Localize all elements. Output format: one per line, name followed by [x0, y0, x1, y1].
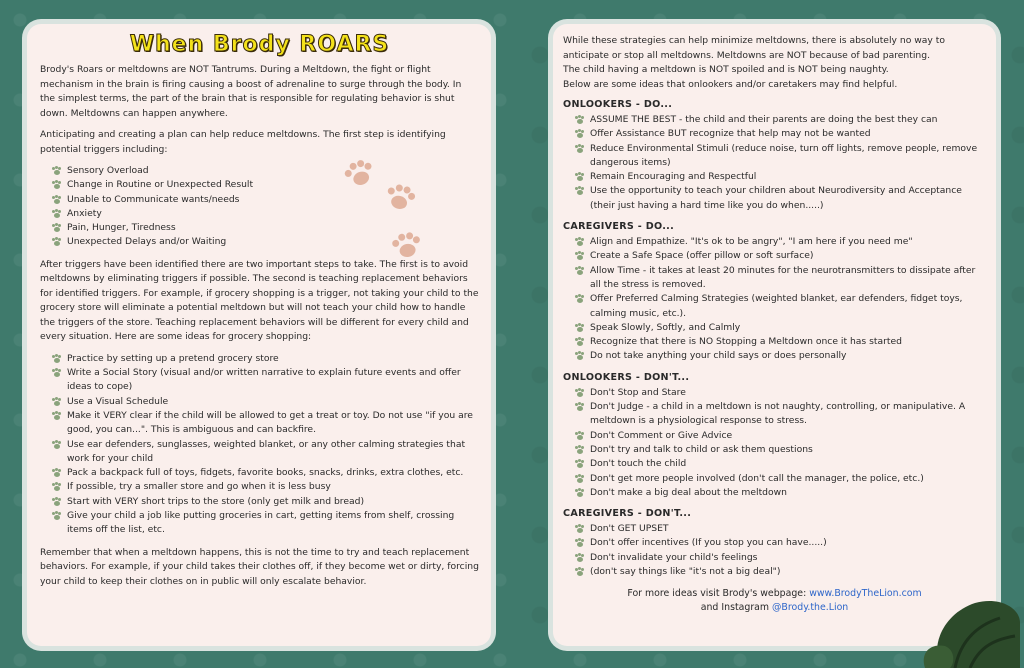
list-item-text: Use ear defenders, sunglasses, weighted blanket, or any other calming strategies that work for your child	[67, 438, 466, 464]
after-paragraph: After triggers have been identified there are two important steps to take. The first is to avoid meltdowns by eliminating triggers if possible. The second is teaching replacement behaviors for identified triggers. For example, if grocery shopping is a trigger, not taking your child to the grocery store will eliminate a potential meltdown but will not teach your child how to handle the triggers of the store. Teaching replacement behaviors will be different for every child and every situation. Here are some ideas for grocery shopping:	[40, 258, 479, 343]
section-heading-onlookers-do: ONLOOKERS - DO...	[563, 99, 673, 110]
list-item	[575, 170, 986, 184]
paw-bullet-icon	[575, 186, 585, 196]
list-item-text: Speak Slowly, Softly, and Calmly	[590, 321, 741, 333]
plan-paragraph: Anticipating and creating a plan can help reduce meltdowns. The first step is identifying potential triggers including:	[40, 129, 446, 155]
paw-bullet-icon	[575, 115, 585, 125]
list-item-text: Align and Empathize. "It's ok to be angry", "I am here if you need me"	[590, 236, 913, 248]
list-item	[575, 551, 986, 565]
list-item-text: Start with VERY short trips to the store (only get milk and bread)	[67, 495, 365, 507]
list-item-text: Offer Assistance BUT recognize that help may not be wanted	[590, 128, 871, 140]
paw-bullet-icon	[575, 251, 585, 261]
list-item-text: Change in Routine or Unexpected Result	[67, 179, 254, 191]
list-item-text: Remain Encouraging and Respectful	[590, 171, 757, 183]
right-page	[553, 24, 996, 646]
paw-bullet-icon	[575, 237, 585, 247]
paw-bullet-icon	[575, 294, 585, 304]
paw-bullet-icon	[52, 237, 62, 247]
section-heading-caregivers-dont: CAREGIVERS - DON'T...	[563, 508, 692, 520]
list-item	[52, 495, 479, 509]
list-item-text: Sensory Overload	[67, 165, 149, 176]
list-item-text: Create a Safe Space (offer pillow or soft surface)	[590, 250, 814, 262]
paw-bullet-icon	[575, 431, 585, 441]
list-item	[575, 522, 986, 536]
paw-print-icon	[390, 230, 425, 265]
paw-bullet-icon	[575, 129, 585, 139]
paw-bullet-icon	[575, 553, 585, 563]
list-item	[575, 235, 986, 249]
list-item-text: Reduce Environmental Stimuli (reduce noise, turn off lights, remove people, remove dangerous items)	[590, 142, 978, 168]
paw-bullet-icon	[52, 180, 62, 190]
paw-bullet-icon	[52, 195, 62, 205]
list-item-text: Don't offer incentives (If you stop you can have.....)	[590, 537, 827, 549]
paw-bullet-icon	[52, 482, 62, 492]
list-item-text: Recognize that there is NO Stopping a Meltdown once it has started	[590, 336, 903, 348]
list-item	[575, 429, 986, 443]
website-link[interactable]: www.BrodyTheLion.com	[809, 588, 922, 600]
list-item	[52, 509, 479, 538]
list-item	[52, 366, 479, 395]
caregivers-do-list	[563, 235, 986, 364]
list-item-text: Allow Time - it takes at least 20 minutes for the neurotransmitters to dissipate after all the stress is removed.	[590, 264, 976, 290]
list-item	[52, 395, 479, 409]
intro-line: The child having a meltdown is NOT spoiled and is NOT being naughty.	[563, 64, 889, 75]
paw-bullet-icon	[52, 354, 62, 364]
list-item	[575, 443, 986, 457]
list-item-text: Give your child a job like putting groceries in cart, getting items from shelf, crossing items off the list, etc.	[67, 510, 455, 536]
paw-bullet-icon	[575, 351, 585, 361]
list-item	[575, 536, 986, 550]
list-item-text: ASSUME THE BEST - the child and their parents are doing the best they can	[590, 114, 938, 125]
list-item-text: Don't touch the child	[590, 458, 687, 470]
intro-paragraph: Brody's Roars or meltdowns are NOT Tantrums. During a Meltdown, the fight or flight mechanism in the brain is firing causing a boost of adrenaline to surge through the body. In the simplest terms, the part of the brain that is responsible for regulating behavior is shut down. Meltdowns can happen anywhere.	[40, 64, 462, 119]
paw-bullet-icon	[52, 166, 62, 176]
list-item-text: Make it VERY clear if the child will be allowed to get a treat or toy. Do not use "if you are good, you can...". This is ambiguous and can backfire.	[67, 409, 473, 436]
list-item-text: (don't say things like "it's not a big deal")	[590, 566, 781, 578]
list-item-text: Write a Social Story (visual and/or written narrative to explain future events and offer ideas to cope)	[67, 367, 461, 393]
paw-bullet-icon	[52, 497, 62, 507]
list-item-text: Use a Visual Schedule	[67, 395, 169, 407]
section-heading-caregivers-do: CAREGIVERS - DO...	[563, 221, 675, 233]
list-item	[575, 113, 986, 127]
paw-bullet-icon	[52, 368, 62, 378]
paw-bullet-icon	[575, 172, 585, 182]
monstera-leaf-icon	[920, 588, 1020, 668]
list-item	[575, 472, 986, 486]
list-item-text: Pain, Hunger, Tiredness	[67, 222, 176, 234]
paw-bullet-icon	[575, 388, 585, 398]
list-item-text: Don't try and talk to child or ask them questions	[590, 443, 813, 455]
list-item	[52, 466, 479, 480]
intro-line: While these strategies can help minimize meltdowns, there is absolutely no way to anticipate or stop all meltdowns. Meltdowns are NOT because of bad parenting.	[563, 35, 945, 61]
list-item	[52, 480, 479, 494]
list-item	[575, 565, 986, 579]
list-item	[575, 457, 986, 471]
paw-bullet-icon	[575, 459, 585, 469]
list-item	[575, 486, 986, 500]
paw-bullet-icon	[575, 266, 585, 276]
list-item-text: Unexpected Delays and/or Waiting	[67, 236, 227, 248]
grocery-list	[40, 352, 479, 538]
paw-bullet-icon	[575, 538, 585, 548]
paw-bullet-icon	[52, 397, 62, 407]
list-item	[52, 409, 479, 438]
list-item	[575, 349, 986, 363]
paw-bullet-icon	[575, 144, 585, 154]
instagram-link[interactable]: @Brody.the.Lion	[772, 602, 849, 614]
list-item-text: Anxiety	[67, 207, 102, 219]
list-item	[575, 249, 986, 263]
paw-bullet-icon	[575, 488, 585, 498]
list-item-text: Practice by setting up a pretend grocery store	[67, 352, 279, 364]
paw-bullet-icon	[52, 209, 62, 219]
remember-paragraph: Remember that when a meltdown happens, this is not the time to try and teach replacement behaviors. For example, if your child takes their clothes off, if they become wet or dirty, forcing your child to keep their clothes on in public will only escalate behavior.	[40, 546, 479, 587]
list-item-text: Don't make a big deal about the meltdown	[590, 486, 787, 498]
onlookers-do-list	[563, 113, 986, 213]
footer-text: and Instagram	[700, 602, 770, 614]
list-item	[575, 321, 986, 335]
list-item-text: Don't get more people involved (don't call the manager, the police, etc.)	[590, 472, 924, 484]
list-item-text: Don't Comment or Give Advice	[590, 429, 733, 441]
list-item	[575, 127, 986, 141]
list-item	[52, 438, 479, 467]
list-item-text: Don't invalidate your child's feelings	[590, 551, 758, 563]
left-page	[27, 24, 491, 646]
list-item	[575, 142, 986, 171]
list-item	[52, 207, 479, 221]
list-item-text: Don't GET UPSET	[590, 523, 669, 535]
list-item-text: Use the opportunity to teach your children about Neurodiversity and Acceptance (their just having a hard time like you do when.....)	[590, 185, 962, 211]
paw-bullet-icon	[575, 323, 585, 333]
list-item	[575, 292, 986, 321]
list-item-text: Offer Preferred Calming Strategies (weighted blanket, ear defenders, fidget toys, calming music, etc.).	[590, 293, 963, 319]
list-item-text: Do not take anything your child says or does personally	[590, 350, 847, 362]
list-item-text: If possible, try a smaller store and go when it is less busy	[67, 481, 331, 493]
list-item-text: Don't Stop and Stare	[590, 386, 686, 398]
paw-bullet-icon	[575, 445, 585, 455]
list-item-text: Pack a backpack full of toys, fidgets, favorite books, snacks, drinks, extra clothes, etc.	[67, 467, 464, 479]
paw-bullet-icon	[52, 440, 62, 450]
paw-bullet-icon	[52, 223, 62, 233]
list-item	[575, 184, 986, 213]
list-item	[52, 164, 479, 178]
paw-bullet-icon	[575, 402, 585, 412]
paw-bullet-icon	[575, 474, 585, 484]
paw-bullet-icon	[52, 511, 62, 521]
list-item	[575, 264, 986, 293]
footer-text: For more ideas visit Brody's webpage:	[627, 588, 807, 600]
paw-bullet-icon	[52, 468, 62, 478]
list-item	[52, 352, 479, 366]
list-item	[575, 386, 986, 400]
paw-bullet-icon	[575, 337, 585, 347]
list-item-text: Don't Judge - a child in a meltdown is not naughty, controlling, or manipulative. A meltdown is a physiological response to stress.	[590, 401, 966, 427]
list-item	[575, 400, 986, 429]
paw-bullet-icon	[575, 567, 585, 577]
section-heading-onlookers-dont: ONLOOKERS - DON'T...	[563, 371, 690, 383]
paw-bullet-icon	[575, 524, 585, 534]
list-item	[575, 335, 986, 349]
paw-bullet-icon	[52, 411, 62, 421]
intro-line: Below are some ideas that onlookers and/or caretakers may find helpful.	[563, 78, 898, 90]
list-item-text: Unable to Communicate wants/needs	[67, 193, 240, 205]
caregivers-dont-list	[563, 522, 986, 579]
page-title: When Brody ROARS	[129, 32, 390, 57]
onlookers-dont-list	[563, 386, 986, 500]
